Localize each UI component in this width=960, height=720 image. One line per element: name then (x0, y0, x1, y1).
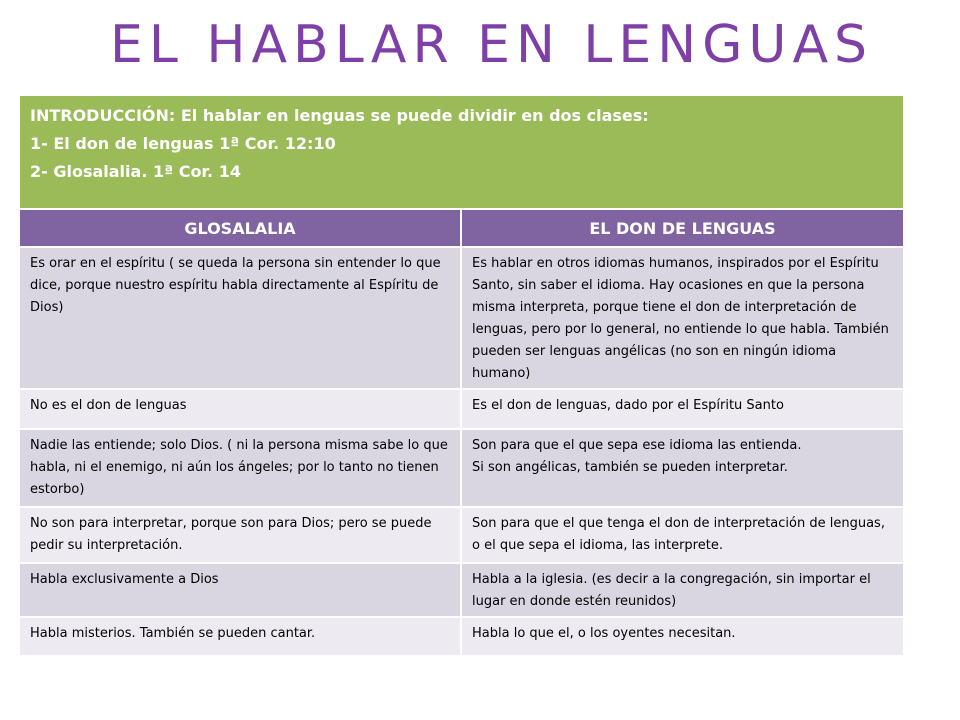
table-row (20, 507, 903, 563)
table-cell-don-de-lenguas: Habla lo que el, o los oyentes necesitan. (461, 617, 903, 655)
table-row (20, 247, 903, 389)
table-row (20, 617, 903, 655)
intro-line-1: INTRODUCCIÓN: El hablar en lenguas se puede dividir en dos clases: (30, 106, 649, 125)
table-cell-glosalalia: Es orar en el espíritu ( se queda la persona sin entender lo que dice, porque nuestro espíritu habla directamente al Espíritu de Dios) (20, 247, 461, 389)
table-cell-don-de-lenguas: Son para que el que tenga el don de interpretación de lenguas, o el que sepa el idioma, las interprete. (461, 507, 903, 563)
header-glosalalia: GLOSALALIA (20, 209, 461, 247)
table-cell-glosalalia: Habla exclusivamente a Dios (20, 563, 461, 617)
introduction-box (20, 96, 903, 208)
comparison-panel (20, 96, 903, 655)
table-cell-don-de-lenguas: Habla a la iglesia. (es decir a la congregación, sin importar el lugar en donde estén reunidos) (461, 563, 903, 617)
page-title: EL HABLAR EN LENGUAS (110, 15, 874, 75)
intro-line-3: 2- Glosalalia. 1ª Cor. 14 (30, 162, 241, 181)
table-header-row (20, 209, 903, 247)
table-cell-glosalalia: No es el don de lenguas (20, 389, 461, 429)
comparison-table (20, 208, 903, 655)
table-row (20, 389, 903, 429)
table-row (20, 563, 903, 617)
table-cell-don-de-lenguas: Es hablar en otros idiomas humanos, inspirados por el Espíritu Santo, sin saber el idioma. Hay ocasiones en que la persona misma interpreta, porque tiene el don de interpretación de lenguas, pero por lo general, no entiende lo que habla. También pueden ser lenguas angélicas (no son en ningún idioma humano) (461, 247, 903, 389)
table-cell-don-de-lenguas: Es el don de lenguas, dado por el Espíritu Santo (461, 389, 903, 429)
table-cell-glosalalia: No son para interpretar, porque son para Dios; pero se puede pedir su interpretación. (20, 507, 461, 563)
header-don-de-lenguas: EL DON DE LENGUAS (461, 209, 903, 247)
table-cell-don-de-lenguas: Son para que el que sepa ese idioma las entienda. Si son angélicas, también se pueden interpretar. (461, 429, 903, 507)
table-cell-glosalalia: Nadie las entiende; solo Dios. ( ni la persona misma sabe lo que habla, ni el enemigo, ni aún los ángeles; por lo tanto no tienen estorbo) (20, 429, 461, 507)
table-cell-glosalalia: Habla misterios. También se pueden cantar. (20, 617, 461, 655)
table-row (20, 429, 903, 507)
intro-line-2: 1- El don de lenguas 1ª Cor. 12:10 (30, 134, 336, 153)
